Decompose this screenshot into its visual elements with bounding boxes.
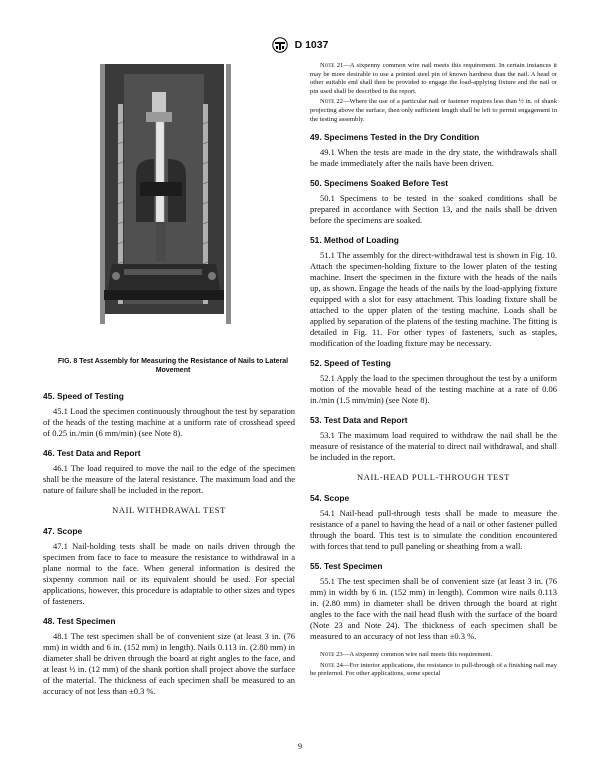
section-55-1: 55.1 The test specimen shall be of convenient size (at least 3 in. (76 mm) in width by 6 in. (152 mm) in length). Common wire nails 0.113 in. (2.80 mm) in diameter shall be driven through the board at right angles to the face with the nail head flush with the surface of the board (Note 23 and Note 24). The thickness of each specimen shall be measured to an accuracy of not less than ±0.3 %. [310, 576, 557, 642]
section-52-1: 52.1 Apply the load to the specimen throughout the test by a uniform motion of the movable head of the testing machine at a rate of 0.06 in./min (1.5 mm/min) (see Note 8). [310, 373, 557, 406]
nail-withdrawal-heading: NAIL WITHDRAWAL TEST [112, 505, 226, 515]
note-24-text: —For interior applications, the resistance to pull-through of a finishing nail may be preferred. For other applications, some special [310, 661, 557, 678]
section-50-title: 50. Specimens Soaked Before Test [310, 178, 449, 189]
figure-8-caption: FIG. 8 Test Assembly for Measuring the Resistance of Nails to Lateral Movement [57, 358, 289, 374]
note-21 [310, 62, 557, 96]
section-49-1: 49.1 When the tests are made in the dry state, the withdrawals shall be made immediately after the nails have been driven. [310, 147, 557, 169]
section-46-title: 46. Test Data and Report [43, 448, 141, 458]
section-54-title: 54. Scope [310, 493, 350, 504]
page-header [0, 36, 600, 54]
note-21-label: Note 21 [320, 62, 344, 69]
section-51-title: 51. Method of Loading [310, 235, 399, 246]
page-number: 9 [298, 742, 302, 751]
section-55-title: 55. Test Specimen [310, 561, 383, 572]
section-48-title: 48. Test Specimen [43, 616, 116, 626]
left-column [43, 391, 295, 706]
section-53-1: 53.1 The maximum load required to withdraw the nail shall be the measure of resistance of the material to direct nail withdrawal, and shall be included in the report. [310, 430, 557, 463]
section-45-1: 45.1 Load the specimen continuously throughout the test by separation of the heads of the testing machine at a uniform rate of crosshead speed of 0.25 in./min (6 mm/min) (see Note 8). [43, 406, 295, 438]
note-23 [310, 651, 557, 660]
section-47-1: 47.1 Nail-holding tests shall be made on nails driven through the specimen from face to face to measure the resistance to withdrawal in a plane normal to the face. When general information is desired the sixpenny common nail or its equivalent should be used. For special applications, however, this procedure is adaptable to other sizes and types of fasteners. [43, 541, 295, 606]
section-46-1: 46.1 The load required to move the nail to the edge of the specimen shall be the measure of the lateral resistance. The maximum load and the nature of failure shall be included in the report. [43, 463, 295, 495]
section-47-title: 47. Scope [43, 526, 83, 536]
note-21-text: —A sixpenny common wire nail meets this requirement. In certain instances it may be more desirable to use a pointed steel pin of known hardness than the nail. A head or other suitable end shall then be provided to engage the load-applying fixture and the nail or pin used shall be described in the report. [310, 62, 557, 95]
section-48-1: 48.1 The test specimen shall be of convenient size (at least 3 in. (76 mm) in width and 6 in. (152 mm) in length). Nails 0.113 in. (2.80 mm) in diameter shall be driven through the board at right angles to the face, and at least ½ in. (12 mm) of the shank portion shall project above the surface of the material. The thickness of each specimen shall be measured to an accuracy of not less than ±0.3 %. [43, 631, 295, 696]
section-45-title: 45. Speed of Testing [43, 391, 124, 401]
note-22-text: —Where the use of a particular nail or fastener requires less than ½ in. of shank projecting above the surface, then only sufficient length shall be left to permit engagement in the testing assembly. [310, 98, 557, 123]
nail-head-pull-through-heading: NAIL-HEAD PULL-THROUGH TEST [357, 472, 510, 483]
note-23-text: —A sixpenny common wire nail meets this requirement. [342, 651, 493, 659]
note-24-label: Note 24 [320, 661, 343, 669]
section-51-1: 51.1 The assembly for the direct-withdrawal test is shown in Fig. 10. Attach the specimen-holding fixture to the lower platen of the testing machine. Insert the specimen in the fixture with the heads of the nails up, as shown. Engage the heads of the nails by the load-applying fixture equipped with a slot for easy attachment. This loading fixture shall be attached to the upper platen of the testing machine. Loads shall be applied by separation of the platens of the testing machine. The fitting is detailed in Fig. 11. For other types of fasteners, such as staples, modification of the loading fixture may be necessary. [310, 250, 557, 349]
note-22-label: Note 22 [320, 98, 343, 106]
note-24 [310, 662, 557, 679]
note-23-label: Note 23 [320, 651, 343, 659]
astm-logo-icon [272, 37, 288, 53]
section-52-title: 52. Speed of Testing [310, 358, 391, 369]
section-54-1: 54.1 Nail-head pull-through tests shall be made to measure the resistance of a panel to having the head of a nail or other fastener pulled through the board. This test is to simulate the condition encountered with forces that tend to pull paneling or sheathing from a wall. [310, 508, 557, 552]
figure-8-photo [94, 64, 241, 344]
section-53-title: 53. Test Data and Report [310, 415, 408, 426]
document-id: D 1037 [294, 39, 329, 52]
section-49-title: 49. Specimens Tested in the Dry Condition [310, 132, 480, 143]
right-column [310, 62, 557, 681]
note-22 [310, 98, 557, 124]
section-50-1: 50.1 Specimens to be tested in the soaked conditions shall be prepared in accordance with Section 13, and the nails shall be driven before the specimens are soaked. [310, 193, 557, 226]
